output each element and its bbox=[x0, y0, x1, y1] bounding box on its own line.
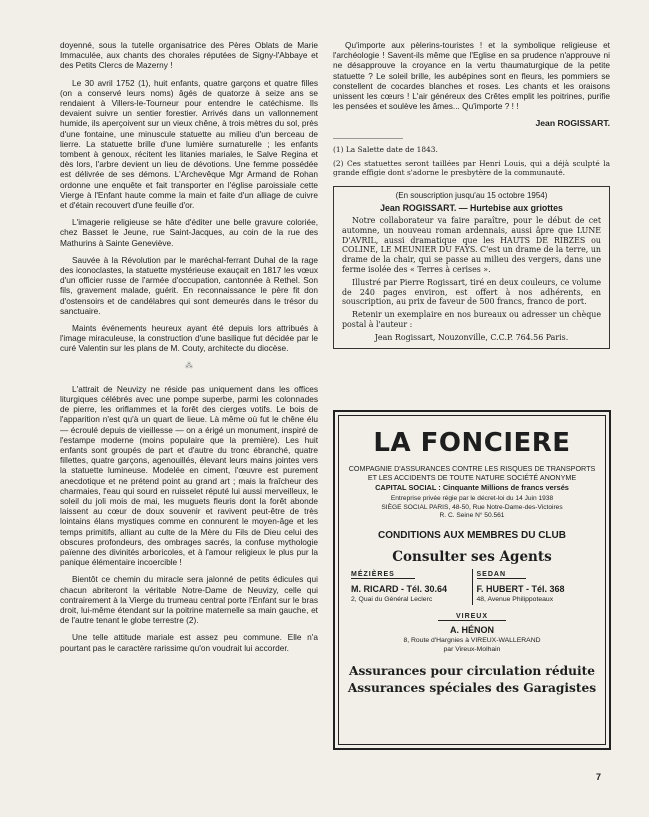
paragraph: L'imagerie religieuse se hâte d'éditer une belle gravure coloriée, chez Basset le Jeune, rue Saint-Jacques, au coin de la rue des Mathurins à Sainte Geneviève. bbox=[60, 217, 318, 248]
slogans bbox=[347, 663, 597, 697]
subscription-address: Jean Rogissart, Nouzonville, C.C.P. 764.56 Paris. bbox=[374, 332, 569, 342]
paragraph: Une telle attitude mariale est assez peu commune. Elle n'a pourtant pas le caractère rarissime qu'on voudrait lui accorder. bbox=[60, 632, 318, 653]
consult-agents-heading: Consulter ses Agents bbox=[392, 549, 552, 566]
agent-city: SEDAN bbox=[477, 571, 527, 579]
author-signature: Jean ROGISSART. bbox=[535, 118, 610, 129]
agent-city: MÉZIÈRES bbox=[351, 571, 415, 579]
subscription-title: Jean ROGISSART. — Hurtebise aux griottes bbox=[380, 202, 563, 213]
agent-name: M. RICARD - Tél. 30.64 bbox=[351, 584, 448, 595]
section-separator: ⁂ bbox=[185, 360, 193, 370]
page-number: 7 bbox=[596, 772, 602, 782]
paragraph: Qu'importe aux pèlerins-touristes ! et la symbolique religieuse et l'archéologie ! Savent-ils même que l'Eglise en sa prudence n'approuve ni ne désapprouve la croyance en la vertu thaumaturgique de la petite statuette ? Le soleil brille, les aubépines sont en fleurs, les pommiers se constellent de cocardes blanches et roses. Les chants et les oraisons unissent les cœurs ! L'air généreux des Crêtes emplit les poitrines, purifie les pensées et soulève les âmes... Qu'importe ? ! ! bbox=[333, 40, 610, 112]
paragraph: Maints événements heureux ayant été depuis lors attribués à l'image miraculeuse, la construction d'une basilique fut décidée par le curé Valentin sur les plans de M. Couty, architecte du diocèse. bbox=[60, 323, 318, 354]
agent-city: VIREUX bbox=[438, 613, 506, 621]
decree-line: Entreprise privée régie par le décret-loi du 14 Juin 1938 bbox=[390, 495, 554, 503]
head-office-line: SIÈGE SOCIAL PARIS, 48-50, Rue Notre-Dame-des-Victoires bbox=[381, 503, 563, 511]
club-conditions: CONDITIONS AUX MEMBRES DU CLUB bbox=[378, 530, 566, 542]
footnote: (1) La Salette date de 1843. bbox=[333, 145, 438, 155]
right-column bbox=[333, 40, 610, 349]
footnotes bbox=[333, 145, 610, 177]
subscription-announcement: (En souscription jusqu'au 15 octobre 1954) bbox=[395, 190, 548, 200]
subscription-text: Retenir un exemplaire en nos bureaux ou adresser un chèque postal à l'auteur : bbox=[342, 310, 601, 330]
agent-mezieres bbox=[347, 569, 473, 605]
paragraph: L'attrait de Neuvizy ne réside pas uniquement dans les offices liturgiques célébrés avec une pompe superbe, parmi les colonnades de pierre, les oriflammes et la forêt des cierges votifs. Le bois de l'apparition n'est qu'à un quart de lieue. Là même où fut le chêne élu — écroulé depuis de vieillesse — on a érigé un monument, inspiré de l'estampe moderne (moins populaire que la première). Les huit enfants sont groupés de part et d'autre du tronc ébranché, quatre fillettes, quatre garçons, agenouillés, élevant leurs mains jointes vers la statuette lumineuse. Modelée en ciment, l'œuvre est purement anecdotique et ne prétend point au grand art ; mais la fraîcheur des charmaies, l'eau qui sourd en ruisselet réputé lui aussi merveilleux, le soleil du joli mois de mai, les muguets fleuris dont la forêt abonde laissent au cœur de doux souvenir et ravivent peut-être de très lointains élans mystiques comme en connurent le moyen-âge et les temps primitifs, alliant au culte de la Mère du Fils de Dieu celui des obscures profondeurs, des ombrages sacrés, la confuse mythologie païenne des divinités arboricoles, et à l'amour religieux le plus pur la panique élémentaire incoercible ! bbox=[60, 383, 318, 568]
registry-line: R. C. Seine N° 50.561 bbox=[439, 512, 505, 520]
subscription-text: Notre collaborateur va faire paraître, pour le début de cet automne, un nouveau roman ardennais, aussi âpre que LUNE D'AVRIL, aussi dramatique que les HAUTS DE RIBZES ou COLINE, LE MEUNIER DU FAYS. C'est un drame de la terre, un drame de la chair, qui se passe au milieu des vergers, dans une ferme isolée des « Terres à cerises ». bbox=[342, 216, 601, 275]
paragraph: Bientôt ce chemin du miracle sera jalonné de petits édicules qui chacun abriteront la véritable Notre-Dame de Neuvizy, celle qui contrairement à la Vierge du trumeau central porte l'Enfant sur le bras droit, lui-même étendant sur la poitrine maternelle sa main gauche, et de l'autre tenant le globe terrestre (2). bbox=[60, 574, 318, 626]
capital-line: CAPITAL SOCIAL : Cinquante Millions de francs versés bbox=[375, 483, 569, 492]
agent-address: 2, Quai du Général Leclerc bbox=[351, 596, 433, 604]
advertisement-frame bbox=[338, 415, 606, 745]
paragraph: Sauvée à la Révolution par le maréchal-ferrant Duhal de la rage des iconoclastes, la statuette mystérieuse exauçait en 1817 les vœux d'un officier russe de l'armée d'occupation, cantonnée à Rethel. Son fils, gravement malade, guérit. En reconnaissance le père fit don d'ostensoirs et de candélabres qui sont demeurés dans le trésor du sanctuaire. bbox=[60, 254, 318, 316]
paragraph: doyenné, sous la tutelle organisatrice des Pères Oblats de Marie Immaculée, aux chants des chorales réputées de Signy-l'Abbaye et des Petits Clercs de Mazerny ! bbox=[60, 40, 318, 71]
subscription-box bbox=[333, 186, 610, 349]
agent-address: par Vireux-Molhain bbox=[443, 646, 501, 654]
agent-address: 48, Avenue Philippoteaux bbox=[476, 596, 554, 604]
left-column bbox=[60, 40, 318, 660]
agent-name: F. HUBERT - Tél. 368 bbox=[476, 584, 565, 595]
agent-name: A. HÉNON bbox=[449, 625, 494, 636]
footnote: (2) Ces statuettes seront taillées par Henri Louis, qui a déjà sculpté la grande effigie dont s'adorne le presbytère de la communauté. bbox=[333, 158, 610, 178]
subscription-text: Illustré par Pierre Rogissart, tiré en deux couleurs, ce volume de 240 pages environ, est offert à nos adhérents, en souscription, au prix de faveur de 500 francs, franco de port. bbox=[342, 277, 601, 307]
agent-vireux bbox=[347, 613, 597, 653]
footnote-divider bbox=[333, 138, 403, 139]
slogan: Assurances pour circulation réduite bbox=[348, 664, 596, 679]
brand-name: LA FONCIERE bbox=[373, 428, 571, 458]
company-description: COMPAGNIE D'ASSURANCES CONTRE LES RISQUES DE TRANSPORTS ET LES ACCIDENTS DE TOUTE NATURE SOCIÉTÉ ANONYME bbox=[348, 464, 596, 482]
agents-row bbox=[347, 569, 597, 605]
paragraph: Le 30 avril 1752 (1), huit enfants, quatre garçons et quatre filles (on a conservé leurs noms) âgés de quatorze à seize ans se rendaient à Villers-le-Tourneur pour entendre le catéchisme. Ils devaient suivre un sentier forestier. Arrivés dans un vallonnement humide, ils aperçoivent sur un vieux chêne, à trois mètres du sol, près d'une fontaine, une minuscule statuette au milieu d'un berceau de lierre. La statuette brille d'une lumière surnaturelle ; les enfants tombent à genoux, récitent les litanies mariales, le Salve Regina et dès lors, l'arbre devient un lieu de dévotions. Une femme possédée est délivrée de ses démons. L'Archevêque Mgr Armand de Rohan ordonne une enquête et fait transporter en l'église paroissiale cette Vierge à l'Enfant haute comme la main et faite d'un alliage de cuivre et d'étain recouvert d'une feuille d'or. bbox=[60, 77, 318, 211]
agent-sedan bbox=[473, 569, 598, 605]
insurance-advertisement bbox=[333, 410, 611, 750]
agent-address: 8, Route d'Hargnies à VIREUX-WALLERAND bbox=[403, 637, 541, 645]
slogan: Assurances spéciales des Garagistes bbox=[347, 681, 597, 696]
